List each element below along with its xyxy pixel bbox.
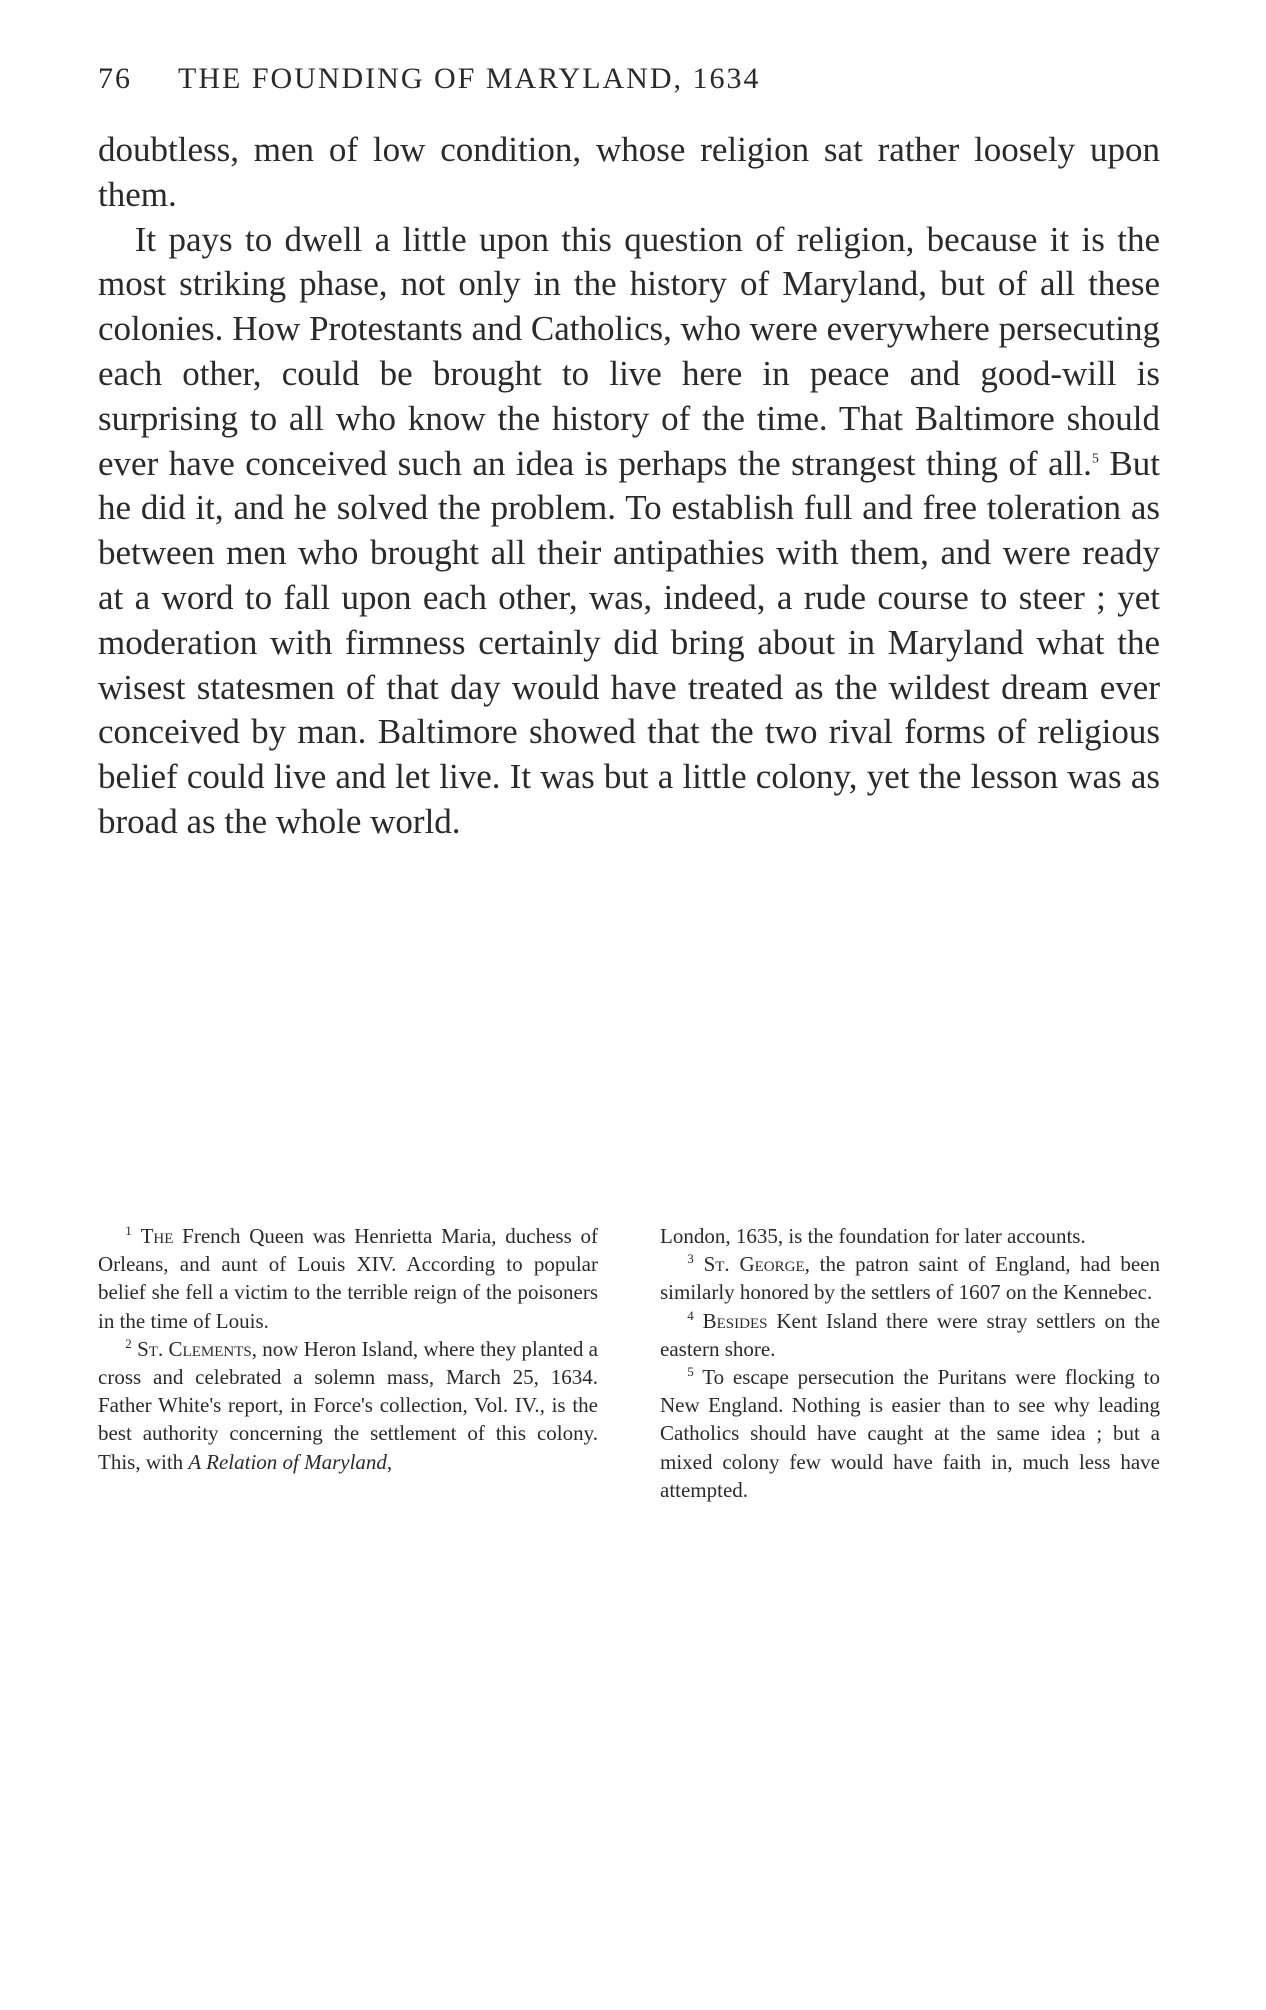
footnote-2-lead: St. Clements: [137, 1336, 252, 1361]
footnote-5-mark: 5: [687, 1364, 694, 1380]
paragraph-2-text-a: It pays to dwell a little upon this question of religion, because it is the most striking phase, not only in the history of Maryland, but of all these colonies. How Protestants and Catholics, who were everywhere persecuting each other, could be brought to live here in peace and good-will is surprising to all who know the history of the time. That Baltimore should ever have conceived such an idea is perhaps the strangest thing of all.: [98, 219, 1160, 483]
footnote-1-lead: The: [140, 1224, 174, 1248]
paragraph-1-text: doubtless, men of low condition, whose religion sat rather loosely upon them.: [98, 130, 1160, 214]
footnote-5: [660, 1363, 1160, 1504]
footnote-3-lead: St. George: [703, 1252, 805, 1277]
main-text: [98, 128, 1160, 845]
footnote-5-text: To escape persecution the Puritans were flocking to New England. Nothing is easier than to see why leading Catholics should have caught at the same idea ; but a mixed colony few would have faith in, much less have attempted.: [660, 1365, 1160, 1502]
footnote-4-text: Kent Island there were stray settlers on the eastern shore.: [660, 1308, 1161, 1361]
paragraph-1: [98, 128, 1160, 218]
footnote-2-continued: [660, 1222, 1160, 1250]
footnote-1-mark: 1: [125, 1223, 132, 1238]
page-number: 76: [98, 62, 132, 95]
running-title: THE FOUNDING OF MARYLAND, 1634: [178, 62, 761, 95]
running-head: [98, 62, 1158, 96]
footnote-4-lead: Besides: [702, 1308, 768, 1333]
footnote-2-mark: 2: [125, 1335, 132, 1351]
footnote-3-text: , the patron saint of England, had been similarly honored by the settlers of 1607 on the Kennebec.: [660, 1252, 1160, 1305]
footnote-1-text: French Queen was Henrietta Maria, duchess of Orleans, and aunt of Louis XIV. According to popular belief she fell a victim to the terrible reign of the poisoners in the time of Louis.: [98, 1224, 598, 1333]
footnote-2-text-b: London, 1635, is the foundation for later accounts.: [660, 1224, 1086, 1248]
footnotes: [98, 1222, 1160, 1504]
footnote-2-italic-title: A Relation of Maryland,: [188, 1449, 393, 1474]
paragraph-2: [98, 218, 1160, 845]
footnote-2-text-a: , now Heron Island, where they planted a cross and celebrated a solemn mass, March 25, 1634. Father White's report, in Force's collection, Vol. IV., is the best authority concerning the settlement of this colony. This, with: [98, 1336, 599, 1474]
footnotes-right-column: [660, 1222, 1160, 1504]
footnote-2: [98, 1335, 598, 1476]
footnote-4-mark: 4: [687, 1307, 694, 1323]
footnote-3-mark: 3: [687, 1251, 694, 1267]
footnote-ref-5: 5: [1091, 450, 1099, 466]
footnote-4: [660, 1307, 1160, 1363]
footnote-1: [98, 1222, 598, 1335]
paragraph-2-text-b: But he did it, and he solved the problem. To establish full and free toleration as between men who brought all their antipathies with them, and were ready at a word to fall upon each other, was, indeed, a rude course to steer ; yet moderation with firmness certainly did bring about in Maryland what the wisest statesmen of that day would have treated as the wildest dream ever conceived by man. Baltimore showed that the two rival forms of religious belief could live and let live. It was but a little colony, yet the lesson was as broad as the whole world.: [98, 443, 1160, 841]
footnotes-left-column: [98, 1222, 598, 1504]
footnote-3: [660, 1250, 1160, 1306]
